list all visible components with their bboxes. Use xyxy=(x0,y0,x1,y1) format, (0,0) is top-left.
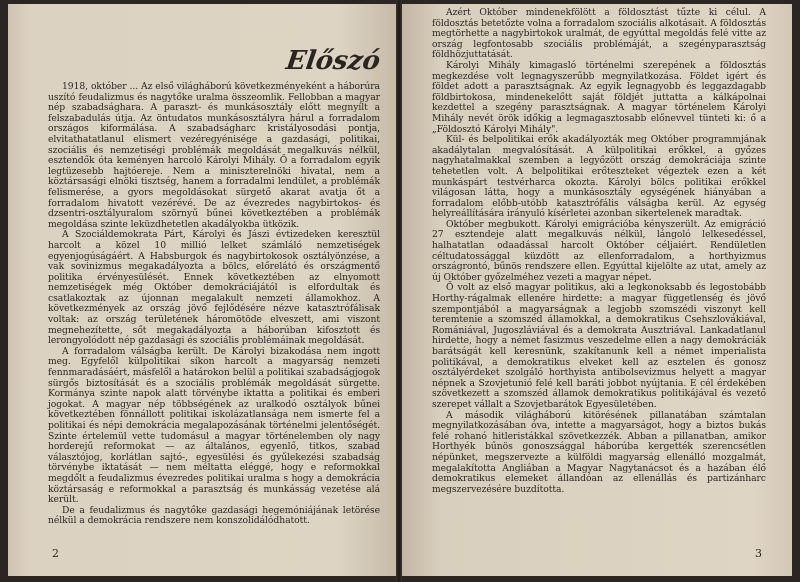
left-page xyxy=(8,4,396,576)
paragraph: 1918, október ... Az első világháború következményeként a háborúra uszító feudalizmus és nagytőke uralma összeomlik. Fellobban a magyar nép szabadsághara. A paraszt- és munkásosztály előtt megnyílt a felszabadulás útja. Az öntudatos munkásosztályra hárul a forradalom országos kiformálása. A szabadságharc kristályosodási pontja, elvitathatatlanul elismert vezéregyénisége a gazdasági, politikai, szociális és nemzetiségi problémák megoldását megalkuvás nélkül, esztendők óta keményen harcoló Károlyi Mihály. Ő a forradalom egyik legtüzesebb hajtóereje. Nem a miniszterelnöki hivatal, nem a köztársasági elnöki tisztség, hanem a forradalmi lendület, a problémák felismerése, a gyors megoldásokat sürgető akarat avatja őt a forradalom hivatott vezérévé. De az évezredes nagybirtokos- és dzsentri-osztályuralom szörnyű bűnei következtében a problémák megoldása szinte leküzdhetetlen akadályokba ütközik. xyxy=(48,81,380,230)
paragraph: A második világháború kitörésének pillanatában számtalan megnyilatkozásában óva, intette a magyarságot, hogy a biztos bukás felé rohanó hitleristákkal szövetkezzék. Abban a pillanatban, amikor Horthyék bűnös gonoszsággal háborúba kergették szerencsétlen népünket, megszervezte a külföldi magyarság ellenálló mozgalmát, megalakította Angliában a Magyar Nagytanácsot és a hazában élő demokratikus elemeket állandóan az ellenállás és partizánharc megszervezésére buzdította. xyxy=(432,409,766,495)
paragraph: Károlyi Mihály kimagasló történelmi szerepének a földosztás megkezdése volt legnagyszerűbb megnyilatkozása. Földet igért és földet adott a parasztságnak. Az egyik legnagyobb és leggazdagabb földbirtokosa, mindenekelőtt saját földjét juttatta a kálkápolnai kezdettel a szegény parasztságnak. A magyar történelem Károlyi Mihály nevét örök időkig a legmagasztosabb előnevvel tünteti ki: ő a „Földosztó Károlyi Mihály". xyxy=(432,59,766,135)
right-page xyxy=(402,4,792,576)
paragraph: Kül- és belpolitikai erők akadályozták meg Október programmjának akadálytalan megvalósítását. A külpolitikai erőkkel, a győzes nagyhatalmakkal szemben a legyőzött ország demokráciája szinte tehetetlen volt. A belpolitikai erőteszteket végeztek ezen a két munkáspárt testvérharca okozta. Károlyi bölcs politikai erőkkel világosan látta, hogy a munkásosztály egységének hiányában a forradalom előbb-utóbb katasztrófális válságba kerül. Az egység helyreállítására irányuló kísérletei azonban sikertelenek maradtak. xyxy=(432,134,766,220)
left-page-text xyxy=(48,82,380,527)
page-number-right: 3 xyxy=(755,547,762,560)
paragraph: A forradalom válságba került. De Károlyi bizakodása nem ingott meg. Egyfelől külpolitikai síkon harcolt a magyarság nemzeti fennmaradásáért, másfelől a határokon belül a politikai szabadságjogok sürgős biztosítását és a szociális problémák megoldását sürgette. Kormánya szinte napok alatt törvénybe iktatta a politikai és emberi jogokat. A magyar nép többségének az uralkodó osztályok bűnei következtében fönnállott politikai iskolázatlansága nem ismerte fel a politikai és népi demokrácia megalapozásának történelmi jelentőségét. Szinte értelemül vette tudomásul a magyar történelemben oly nagy horderejű reformokat — az általános, egyenlő, titkos, szabad választójog, korlátlan sajtó-, egyesülési és gyűlekezési szabadság törvénybe iktatását — nem méltatta eléggé, hogy e reformokkal megdőlt a feudalizmus évezredes politikai uralma s hogy a demokrácia köztársaság e reformokkal a parasztság és munkásság vezetése alá került. xyxy=(48,345,380,506)
chapter-heading: Előszó xyxy=(284,46,383,76)
paragraph: Október megbukott. Károlyi emigrációba kényszerült. Az emigráció 27 esztendeje alatt megalkuvás nélkül, lángoló lelkesedéssel, halhatatlan odaadással harcolt Október céljaiért. Rendületlen céltudatossággal küzdött az ellenforradalom, a horthyizmus országrontó, bűnös rendszere ellen. Egyúttal kijelölte az utat, amely az új Október győzelméhez vezeti a magyar népet. xyxy=(432,218,766,283)
paragraph: De a feudalizmus és nagytőke gazdasági hegemóniájának letörése nélkül a demokrácia rendszere nem konszolidálódhatott. xyxy=(48,504,380,527)
paragraph: Ő volt az első magyar politikus, aki a legkonoksabb és legostobább Horthy-rágalmak ellenére hirdette: a magyar függetlenség és jövő szempontjából a magyarságnak a legjobb szomszédi viszonyt kell teremtenie a szomszéd államokkal, a demokratikus Csehszlovákiával, Romániával, Jugoszláviával és a demokrata Ausztriával. Lankadatlanul hirdette, hogy a német fasizmus veszedelme ellen a nagy demokráciák barátságát kell keresnünk, szakítanunk kell a német imperialista politikával, a demokratikus elveket kell az esztelen és gonosz osztályérdeket szolgáló horthyista antibolsevizmus helyett a magyar népnek a Szovjetunió felé kell baráti jobbot nyújtania. E cél érdekében szövetkezett a szomszéd államok demokratikus politikájával és vezető szerepet vállalt a Szovjetbarátok Egyesületében. xyxy=(432,282,766,410)
right-page-text xyxy=(432,8,766,495)
paragraph: A Szociáldemokrata Párt, Károlyi és Jászi évtizedeken keresztül harcolt a közel 10 millió lelket számláló nemzetiségek egyenjogúságáért. A Habsburgok és nagybirtokosok osztályönzése, a vak sovinizmus megakadályozta a bölcs, előrelátó és országmentő politika érvényesülését. Ennek következtében az elnyomott nemzetiségek még Október demokráciájától is elfordultak és csatlakoztak az újonnan megalakult nemzeti államokhoz. A következmények az ország jövő fejlődésére nézve katasztrófálisak voltak: az ország területének háromötöde elveszett, ami viszont megnehezítette, sőt megakadályozta a háborúban kifosztott és lerongyolódott nép gazdasági és szociális problémáinak megoldását. xyxy=(48,229,380,347)
page-number-left: 2 xyxy=(52,547,59,560)
paragraph: Azért Október mindenekfölött a földosztást tűzte ki célul. A földosztás betetőzte volna a forradalom szociális alkotásait. A földosztás megtörhette a nagybirtokok uralmát, de egyúttal megoldás felé vitte az ország legfontosabb szociális problémáját, a szegényparasztság földhözjuttatását. xyxy=(432,7,766,61)
